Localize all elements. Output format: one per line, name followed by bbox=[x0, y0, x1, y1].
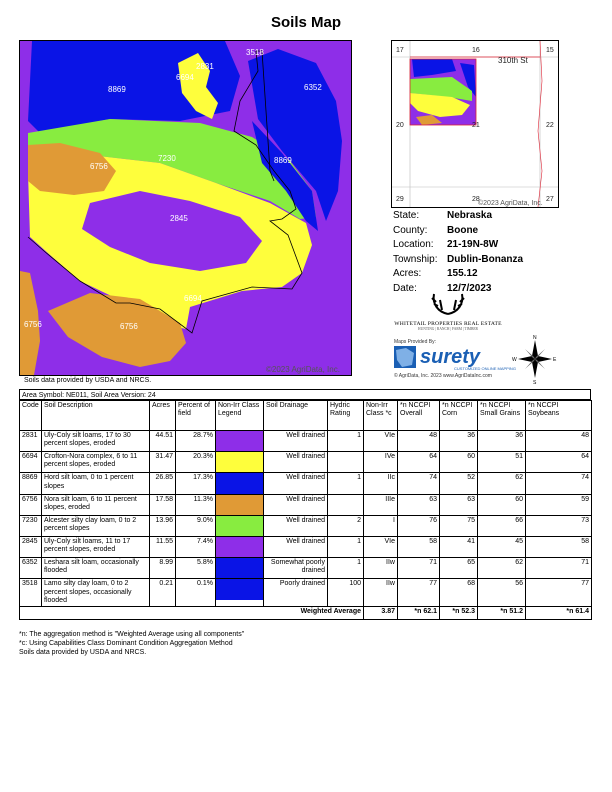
cell-pct: 28.7% bbox=[176, 431, 216, 452]
cell-pct: 17.3% bbox=[176, 473, 216, 494]
cell-desc: Uly-Coly silt loams, 11 to 17 percent slopes, eroded bbox=[42, 536, 150, 557]
table-header-row bbox=[20, 401, 592, 431]
cell-acres: 44.51 bbox=[150, 431, 176, 452]
class-legend-swatch bbox=[216, 473, 264, 494]
cell-code: 2831 bbox=[20, 431, 42, 452]
cell-acres: 31.47 bbox=[150, 452, 176, 473]
cell-corn: 68 bbox=[440, 579, 478, 607]
cell-acres: 26.85 bbox=[150, 473, 176, 494]
locator-map[interactable] bbox=[391, 40, 559, 208]
cell-soy: 58 bbox=[526, 536, 592, 557]
cell-hydric: 2 bbox=[328, 515, 364, 536]
cell-pct: 5.8% bbox=[176, 558, 216, 579]
map-label: 6756 bbox=[24, 320, 42, 329]
section-number: 22 bbox=[546, 122, 554, 129]
locator-canvas bbox=[392, 41, 558, 207]
cell-cls: I bbox=[364, 515, 398, 536]
cell-desc: Leshara silt loam, occasionally flooded bbox=[42, 558, 150, 579]
legend-color bbox=[216, 558, 263, 578]
whitetail-name: WHITETAIL PROPERTIES REAL ESTATE bbox=[394, 321, 502, 327]
cell-overall: 77 bbox=[398, 579, 440, 607]
map-label: 6756 bbox=[120, 322, 138, 331]
cell-drainage: Well drained bbox=[264, 494, 328, 515]
legend-color bbox=[216, 579, 263, 599]
map-copyright: ©2023 AgriData, Inc. bbox=[266, 365, 340, 374]
cell-cls: IIw bbox=[364, 579, 398, 607]
soil-table-body bbox=[20, 431, 592, 607]
info-row-location: Location: 21-19N-8W bbox=[393, 239, 499, 251]
cell-small: 51 bbox=[478, 452, 526, 473]
cell-pct: 11.3% bbox=[176, 494, 216, 515]
table-row bbox=[20, 494, 592, 515]
map-label: 7230 bbox=[158, 154, 176, 163]
antler-icon bbox=[428, 292, 468, 316]
cell-drainage: Somewhat poorly drained bbox=[264, 558, 328, 579]
cell-drainage: Well drained bbox=[264, 515, 328, 536]
cell-acres: 0.21 bbox=[150, 579, 176, 607]
compass-w: W bbox=[512, 357, 517, 363]
cell-overall: 74 bbox=[398, 473, 440, 494]
whitetail-tagline: HUNTING | RANCH | FARM | TIMBER bbox=[418, 327, 478, 331]
agridata-footer: © AgriData, Inc. 2023 www.AgriDataInc.com bbox=[394, 373, 492, 379]
cell-small: 62 bbox=[478, 473, 526, 494]
map-label: 6694 bbox=[176, 73, 194, 82]
cell-code: 6756 bbox=[20, 494, 42, 515]
section-number: 17 bbox=[396, 47, 404, 54]
weighted-soybeans: *n 61.4 bbox=[526, 606, 592, 619]
section-number: 21 bbox=[472, 122, 480, 129]
col-header: Percent of field bbox=[176, 401, 216, 431]
class-legend-swatch bbox=[216, 558, 264, 579]
page-title: Soils Map bbox=[270, 14, 341, 31]
class-legend-swatch bbox=[216, 431, 264, 452]
cell-corn: 75 bbox=[440, 515, 478, 536]
map-label: 8869 bbox=[274, 156, 292, 165]
cell-overall: 58 bbox=[398, 536, 440, 557]
cell-desc: Nora silt loam, 6 to 11 percent slopes, eroded bbox=[42, 494, 150, 515]
cell-hydric bbox=[328, 494, 364, 515]
legend-color bbox=[216, 537, 263, 557]
table-row bbox=[20, 579, 592, 607]
weighted-corn: *n 52.3 bbox=[440, 606, 478, 619]
footnote: Soils data provided by USDA and NRCS. bbox=[19, 649, 147, 656]
cell-pct: 0.1% bbox=[176, 579, 216, 607]
property-info bbox=[393, 209, 523, 297]
cell-hydric: 1 bbox=[328, 473, 364, 494]
cell-desc: Uly-Coly silt loams, 17 to 30 percent slopes, eroded bbox=[42, 431, 150, 452]
cell-corn: 52 bbox=[440, 473, 478, 494]
col-header: Hydric Rating bbox=[328, 401, 364, 431]
cell-acres: 11.55 bbox=[150, 536, 176, 557]
cell-overall: 71 bbox=[398, 558, 440, 579]
table-row bbox=[20, 452, 592, 473]
map-label: 6694 bbox=[184, 294, 202, 303]
cell-code: 8869 bbox=[20, 473, 42, 494]
cell-code: 6352 bbox=[20, 558, 42, 579]
locator-soil-thumbnail bbox=[410, 59, 476, 125]
cell-corn: 63 bbox=[440, 494, 478, 515]
road-label: 310th St bbox=[498, 56, 528, 65]
legend-color bbox=[216, 431, 263, 451]
map-label: 3518 bbox=[246, 48, 264, 57]
weighted-average-label: Weighted Average bbox=[20, 606, 364, 619]
maps-provided-label: Maps Provided By: bbox=[394, 339, 436, 345]
cell-acres: 13.96 bbox=[150, 515, 176, 536]
table-row bbox=[20, 473, 592, 494]
cell-soy: 59 bbox=[526, 494, 592, 515]
weighted-class: 3.87 bbox=[364, 606, 398, 619]
col-header: Non-Irr Class *c bbox=[364, 401, 398, 431]
cell-cls: IVe bbox=[364, 452, 398, 473]
cell-code: 3518 bbox=[20, 579, 42, 607]
cell-small: 45 bbox=[478, 536, 526, 557]
legend-color bbox=[216, 473, 263, 493]
info-row-date: Date: 12/7/2023 bbox=[393, 282, 492, 294]
table-row bbox=[20, 558, 592, 579]
col-header: Code bbox=[20, 401, 42, 431]
col-header: *n NCCPI Small Grains bbox=[478, 401, 526, 431]
col-header: *n NCCPI Soybeans bbox=[526, 401, 592, 431]
table-row bbox=[20, 431, 592, 452]
col-header: *n NCCPI Corn bbox=[440, 401, 478, 431]
weighted-overall: *n 62.1 bbox=[398, 606, 440, 619]
col-header: *n NCCPI Overall bbox=[398, 401, 440, 431]
compass-s: S bbox=[533, 380, 537, 384]
cell-drainage: Well drained bbox=[264, 536, 328, 557]
info-row-acres: Acres: 155.12 bbox=[393, 268, 478, 280]
soil-table bbox=[19, 400, 592, 620]
cell-drainage: Well drained bbox=[264, 431, 328, 452]
weighted-average-row bbox=[20, 606, 592, 619]
table-row bbox=[20, 515, 592, 536]
cell-hydric: 1 bbox=[328, 536, 364, 557]
cell-drainage: Well drained bbox=[264, 452, 328, 473]
cell-soy: 71 bbox=[526, 558, 592, 579]
section-number: 28 bbox=[472, 196, 480, 203]
class-legend-swatch bbox=[216, 536, 264, 557]
cell-overall: 48 bbox=[398, 431, 440, 452]
cell-small: 66 bbox=[478, 515, 526, 536]
section-number: 15 bbox=[546, 47, 554, 54]
info-row-county: County: Boone bbox=[393, 224, 479, 236]
cell-desc: Hord silt loam, 0 to 1 percent slopes bbox=[42, 473, 150, 494]
cell-pct: 9.0% bbox=[176, 515, 216, 536]
col-header: Acres bbox=[150, 401, 176, 431]
cell-desc: Lamo silty clay loam, 0 to 2 percent slopes, occasionally flooded bbox=[42, 579, 150, 607]
info-row-township: Township: Dublin-Bonanza bbox=[393, 253, 524, 265]
table-row bbox=[20, 536, 592, 557]
map-label: 2831 bbox=[196, 62, 214, 71]
footnote: *n: The aggregation method is "Weighted Average using all components" bbox=[19, 631, 245, 638]
class-legend-swatch bbox=[216, 579, 264, 607]
class-legend-swatch bbox=[216, 515, 264, 536]
cell-hydric: 100 bbox=[328, 579, 364, 607]
cell-acres: 8.99 bbox=[150, 558, 176, 579]
footnotes bbox=[19, 630, 244, 657]
cell-small: 36 bbox=[478, 431, 526, 452]
soils-map[interactable] bbox=[19, 40, 352, 376]
cell-small: 56 bbox=[478, 579, 526, 607]
section-number: 27 bbox=[546, 196, 554, 203]
cell-hydric: 1 bbox=[328, 558, 364, 579]
footnote: *c: Using Capabilities Class Dominant Condition Aggregation Method bbox=[19, 640, 233, 647]
cell-small: 62 bbox=[478, 558, 526, 579]
cell-overall: 64 bbox=[398, 452, 440, 473]
cell-cls: VIe bbox=[364, 431, 398, 452]
cell-cls: IIc bbox=[364, 473, 398, 494]
class-legend-swatch bbox=[216, 494, 264, 515]
cell-cls: IIw bbox=[364, 558, 398, 579]
section-number: 16 bbox=[472, 47, 480, 54]
cell-acres: 17.58 bbox=[150, 494, 176, 515]
locator-copyright: ©2023 AgriData, Inc. bbox=[478, 200, 543, 207]
compass-e: E bbox=[553, 357, 557, 363]
section-number: 29 bbox=[396, 196, 404, 203]
cell-small: 60 bbox=[478, 494, 526, 515]
cell-soy: 73 bbox=[526, 515, 592, 536]
cell-soy: 74 bbox=[526, 473, 592, 494]
section-number: 20 bbox=[396, 122, 404, 129]
map-label: 2845 bbox=[170, 214, 188, 223]
cell-cls: IIIe bbox=[364, 494, 398, 515]
source-note: Soils data provided by USDA and NRCS. bbox=[24, 377, 152, 384]
cell-pct: 20.3% bbox=[176, 452, 216, 473]
cell-corn: 36 bbox=[440, 431, 478, 452]
area-symbol: Area Symbol: NE011, Soil Area Version: 24 bbox=[19, 389, 591, 400]
cell-hydric: 1 bbox=[328, 431, 364, 452]
col-header: Soil Drainage bbox=[264, 401, 328, 431]
cell-drainage: Well drained bbox=[264, 473, 328, 494]
weighted-small-grains: *n 51.2 bbox=[478, 606, 526, 619]
legend-color bbox=[216, 495, 263, 515]
map-label: 6756 bbox=[90, 162, 108, 171]
cell-overall: 63 bbox=[398, 494, 440, 515]
cell-code: 7230 bbox=[20, 515, 42, 536]
cell-code: 2845 bbox=[20, 536, 42, 557]
surety-wordmark: surety bbox=[420, 346, 481, 368]
col-header: Non-Irr Class Legend bbox=[216, 401, 264, 431]
cell-code: 6694 bbox=[20, 452, 42, 473]
cell-soy: 77 bbox=[526, 579, 592, 607]
compass-icon bbox=[512, 334, 558, 384]
legend-color bbox=[216, 452, 263, 472]
cell-desc: Crofton-Nora complex, 6 to 11 percent slopes, eroded bbox=[42, 452, 150, 473]
cell-pct: 7.4% bbox=[176, 536, 216, 557]
whitetail-logo bbox=[388, 292, 508, 331]
soils-map-canvas bbox=[20, 41, 351, 375]
compass-n: N bbox=[533, 335, 537, 341]
col-header: Soil Description bbox=[42, 401, 150, 431]
cell-soy: 48 bbox=[526, 431, 592, 452]
cell-desc: Alcester silty clay loam, 0 to 2 percent slopes bbox=[42, 515, 150, 536]
map-label: 6352 bbox=[304, 83, 322, 92]
cell-drainage: Poorly drained bbox=[264, 579, 328, 607]
cell-corn: 41 bbox=[440, 536, 478, 557]
cell-soy: 64 bbox=[526, 452, 592, 473]
surety-tagline: CUSTOMIZED ONLINE MAPPING bbox=[454, 366, 516, 371]
cell-corn: 65 bbox=[440, 558, 478, 579]
map-label: 8869 bbox=[108, 85, 126, 94]
cell-corn: 60 bbox=[440, 452, 478, 473]
cell-cls: VIe bbox=[364, 536, 398, 557]
class-legend-swatch bbox=[216, 452, 264, 473]
compass-rose bbox=[512, 334, 558, 389]
cell-hydric bbox=[328, 452, 364, 473]
info-row-state: State: Nebraska bbox=[393, 210, 493, 221]
cell-overall: 76 bbox=[398, 515, 440, 536]
legend-color bbox=[216, 516, 263, 536]
